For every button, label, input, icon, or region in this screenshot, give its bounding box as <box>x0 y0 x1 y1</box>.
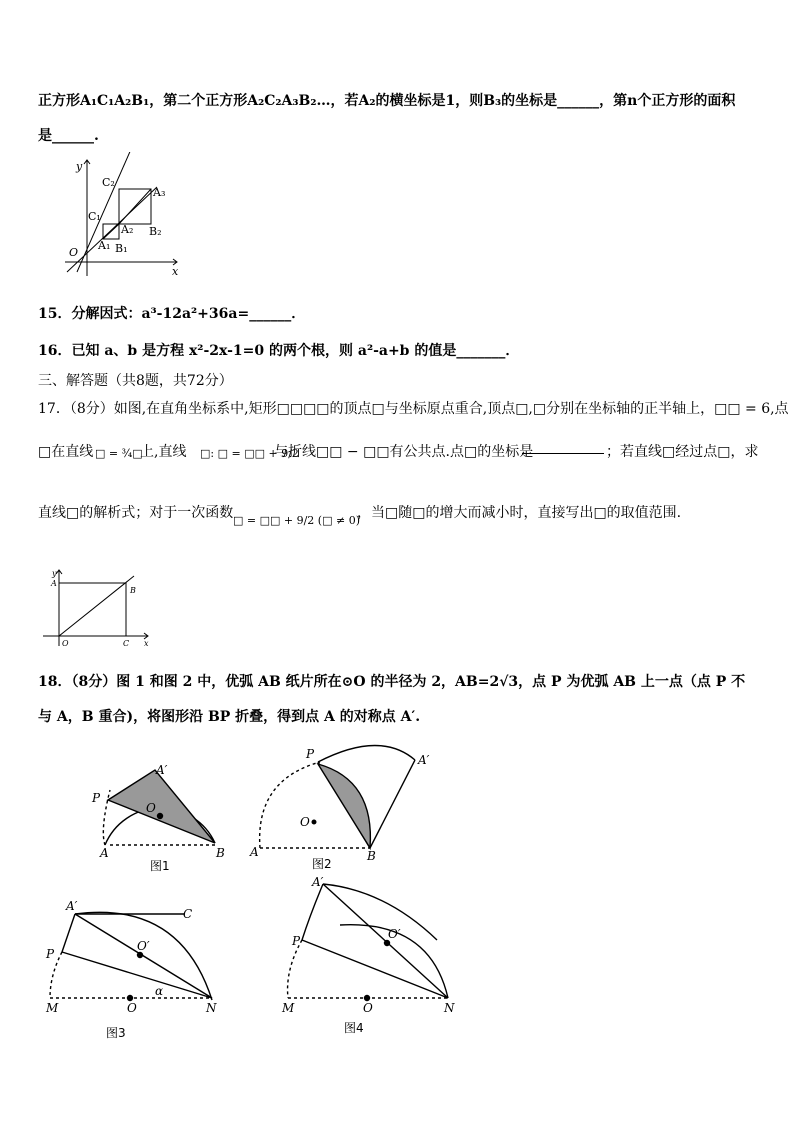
fig3-label-C: C <box>183 907 193 921</box>
fig2-dashed-arc <box>260 762 320 848</box>
label-B1: B₁ <box>115 242 128 255</box>
fig3-arc-side <box>62 914 75 952</box>
fig2-label-O: O <box>300 815 310 829</box>
section-title: 三、解答题（共8题，共72分） <box>38 373 233 389</box>
fig3-label-P: P <box>46 947 55 961</box>
q17-answer-blank <box>522 453 604 454</box>
fig4-label-M: M <box>282 1001 295 1015</box>
q14-line1: 正方形A₁C₁A₂B₁，第二个正方形A₂C₂A₃B₂…，若A₂的横坐标是1，则B₃的坐标是______，第n个正方形的面积 <box>38 93 736 109</box>
fig3-label-O-prime: O′ <box>137 939 150 953</box>
figure-1 <box>103 770 215 845</box>
q17-line2c: 与折线□□ − □□有公共点.点□的坐标是 <box>274 444 534 460</box>
square-1-diagonal <box>103 224 119 239</box>
label-y: y <box>52 569 57 578</box>
fig2-line-BA-prime <box>370 760 415 848</box>
figure-4 <box>288 884 448 1001</box>
fig2-label-P: P <box>306 747 315 761</box>
fig1-label-P: P <box>92 791 101 805</box>
fig1-label-A: A <box>100 846 109 860</box>
label-O: O <box>69 246 79 259</box>
fig3-label-O: O <box>127 1001 137 1015</box>
q17-rectangle-figure <box>40 566 155 650</box>
fig2-label-A-prime: A′ <box>418 753 430 767</box>
fig1-center-O <box>158 814 163 819</box>
q18-line2: 与 A，B 重合)，将图形沿 BP 折叠，得到点 A 的对称点 A′. <box>38 709 421 725</box>
q14-coordinate-figure <box>62 152 187 278</box>
fig4-label-A-prime: A′ <box>312 875 324 889</box>
label-A: A <box>51 579 57 588</box>
fig2-folded-arc <box>318 745 415 762</box>
fig3-label-M: M <box>46 1001 59 1015</box>
fig4-label-N: N <box>444 1001 455 1015</box>
fig3-center-O-prime <box>138 953 143 958</box>
fig4-label-O-prime: O′ <box>388 927 401 941</box>
q16-text: 16．已知 a、b 是方程 x²-2x-1=0 的两个根，则 a²-a+b 的值是_______． <box>38 343 520 359</box>
figure-3 <box>50 912 212 1000</box>
q17-line2a: □在直线 <box>38 444 94 460</box>
label-B2: B₂ <box>149 225 162 238</box>
q17-line3b: ，当□随□的增大而减小时，直接写出□的取值范围. <box>357 505 682 521</box>
label-A3: A₃ <box>153 186 166 199</box>
fig3-label-A-prime: A′ <box>66 899 78 913</box>
fig3-label-alpha: α <box>155 984 164 998</box>
fig2-caption: 图2 <box>312 857 332 871</box>
q17-line3a: 直线□的解析式；对于一次函数 <box>38 505 234 521</box>
fig1-label-O: O <box>146 801 156 815</box>
fig3-crease-PN <box>62 952 212 998</box>
fig4-caption: 图4 <box>344 1021 364 1035</box>
fig2-shaded-region <box>318 764 370 848</box>
fig1-shaded-region <box>108 770 215 843</box>
diagonal-line <box>67 187 157 272</box>
label-x: x <box>172 265 179 278</box>
fig4-crease-PN <box>302 940 448 998</box>
fig3-center-O <box>128 996 133 1001</box>
q15-text: 15．分解因式：a³-12a²+36a=______． <box>38 306 306 322</box>
q17-formula3: □ = □□ + 9/2 (□ ≠ 0) <box>233 514 360 527</box>
fig3-label-N: N <box>206 1001 217 1015</box>
q17-line1: 17．（8分）如图,在直角坐标系中,矩形□□□□的顶点□与坐标原点重合,顶点□,□分别在坐标轴的正半轴上，□□ = 6,点 <box>38 401 789 417</box>
fig2-label-A: A <box>250 845 259 859</box>
fig1-label-A-prime: A′ <box>156 763 168 777</box>
square-2-diagonal <box>119 189 151 224</box>
label-C: C <box>123 639 130 648</box>
fig4-dashed-arc <box>288 940 302 998</box>
q18-figures <box>40 740 460 1040</box>
fig4-label-O: O <box>363 1001 373 1015</box>
q17-formula1: □ = ¾□ <box>95 447 143 460</box>
fig4-label-P: P <box>292 934 301 948</box>
q18-line1: 18．（8分）图 1 和图 2 中，优弧 AB 纸片所在⊙O 的半径为 2，AB=2√3，点 P 为优弧 AB 上一点（点 P 不 <box>38 674 746 690</box>
fig4-center-O-prime <box>385 941 390 946</box>
fig1-label-B: B <box>216 846 225 860</box>
label-O: O <box>62 639 69 648</box>
fig4-center-O <box>365 996 370 1001</box>
line-l <box>59 576 134 636</box>
label-C2: C₂ <box>102 176 115 189</box>
fig2-label-B: B <box>367 849 376 863</box>
q17-line2d: ；若直线□经过点□，求 <box>606 444 759 460</box>
fig1-caption: 图1 <box>150 859 170 873</box>
label-A1: A₁ <box>98 239 111 252</box>
fig3-caption: 图3 <box>106 1026 126 1040</box>
fig4-arc-side <box>302 884 323 940</box>
label-B: B <box>130 586 136 595</box>
q14-line2: 是______. <box>38 128 99 144</box>
label-C1: C₁ <box>88 210 101 223</box>
q17-formula2: □: □ = □□ + 9/2 <box>200 447 299 460</box>
label-y: y <box>76 160 83 173</box>
q17-line2b: 上,直线 <box>140 444 187 460</box>
label-A2: A₂ <box>121 223 134 236</box>
fig4-line-A-prime-tangent <box>323 884 437 940</box>
figure-2 <box>260 745 415 848</box>
label-x: x <box>144 639 149 648</box>
fig2-center-O <box>312 820 316 824</box>
